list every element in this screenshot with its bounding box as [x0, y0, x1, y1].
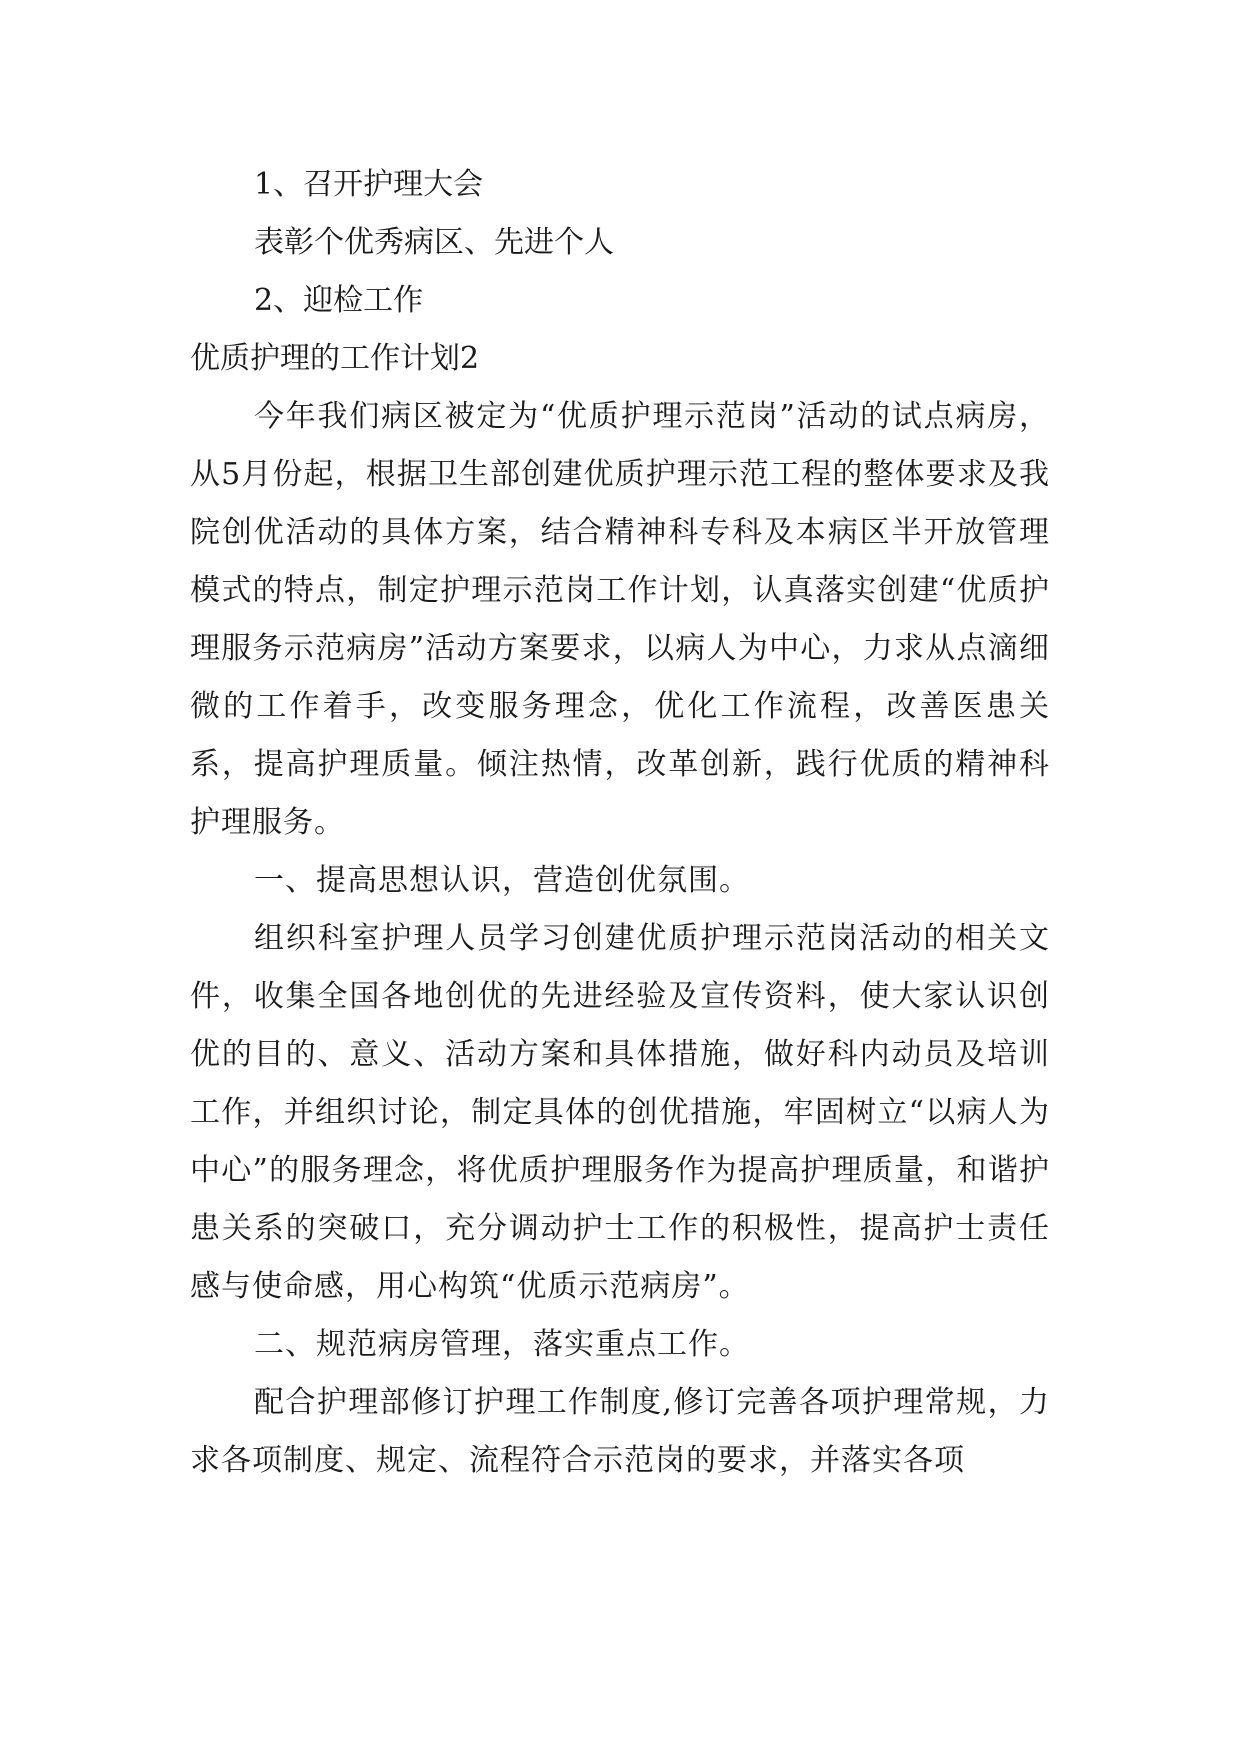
list-item-commendation: 表彰个优秀病区、先进个人 [254, 225, 614, 260]
list-item-inspection: 2、迎检工作 [254, 283, 424, 318]
paragraph-intro: 今年我们病区被定为“优质护理示范岗”活动的试点病房，从5月份起，根据卫生部创建优质护理示范工程的整体要求及我院创优活动的具体方案，结合精神科专科及本病区半开放管理模式的特点，制定护理示范岗工作计划，认真落实创建“优质护理服务示范病房”活动方案要求，以病人为中心，力求从点滴细微的工作着手，改变服务理念，优化工作流程，改善医患关系，提高护理质量。倾注热情，改革创新，践行优质的精神科护理服务。 [190, 399, 1050, 840]
paragraph-one: 组织科室护理人员学习创建优质护理示范岗活动的相关文件，收集全国各地创优的先进经验及宣传资料，使大家认识创优的目的、意义、活动方案和具体措施，做好科内动员及培训工作，并组织讨论，制定具体的创优措施，牢固树立“以病人为中心”的服务理念，将优质护理服务作为提高护理质量，和谐护患关系的突破口，充分调动护士工作的积极性，提高护士责任感与使命感，用心构筑“优质示范病房”。 [190, 921, 1050, 1304]
document-body [190, 156, 1050, 1490]
subheading-one: 一、提高思想认识，营造创优氛围。 [254, 863, 750, 898]
section-title: 优质护理的工作计划2 [190, 341, 480, 376]
subheading-two: 二、规范病房管理，落实重点工作。 [254, 1327, 750, 1362]
list-item-meeting: 1、召开护理大会 [254, 167, 484, 202]
paragraph-two: 配合护理部修订护理工作制度,修订完善各项护理常规，力求各项制度、规定、流程符合示范岗的要求，并落实各项 [190, 1385, 1050, 1478]
